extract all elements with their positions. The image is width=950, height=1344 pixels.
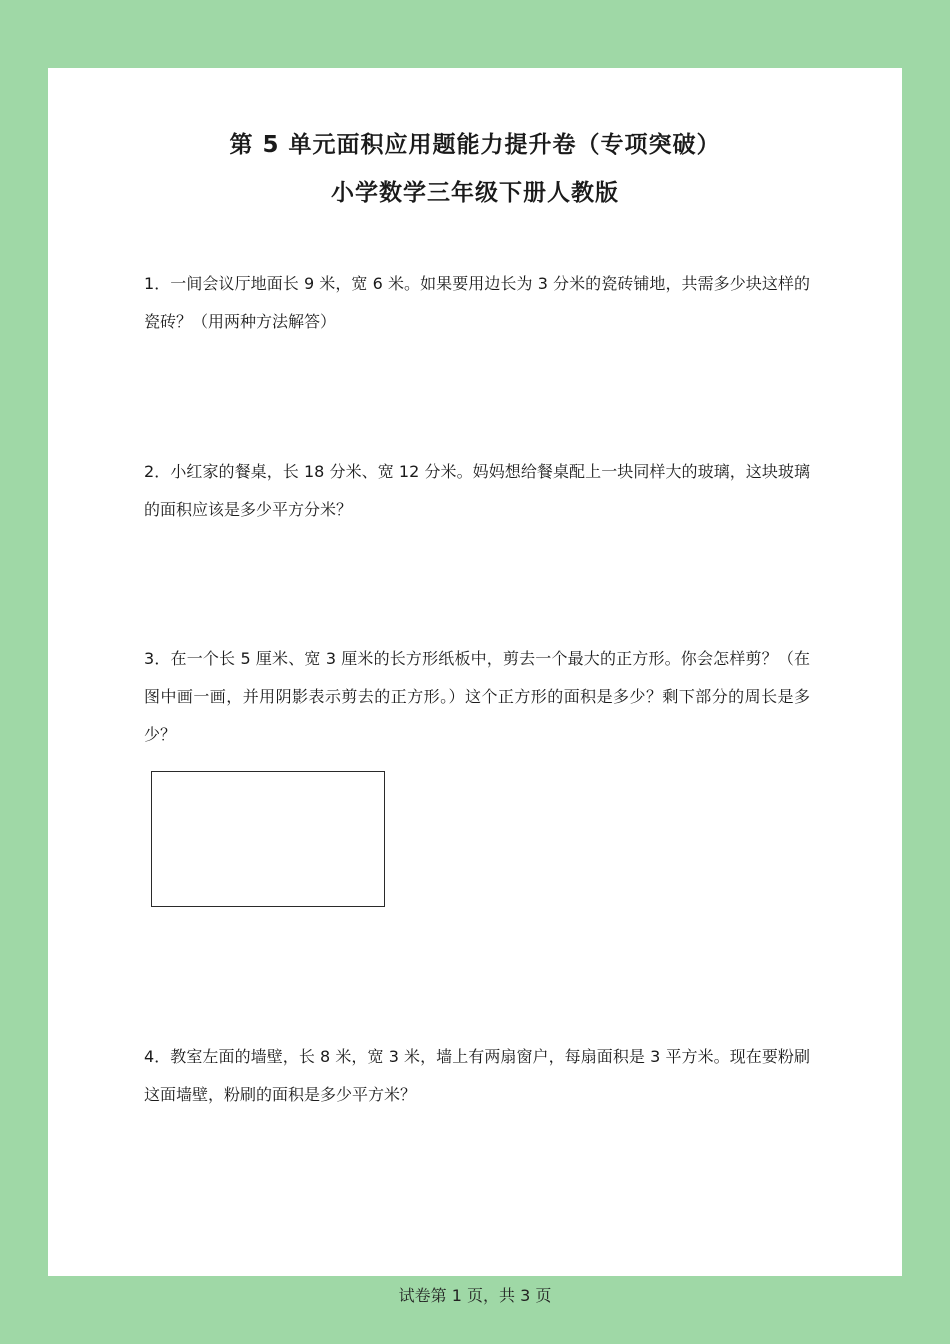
- page-subtitle: 小学数学三年级下册人教版: [331, 180, 619, 206]
- question-2: 2．小红家的餐桌，长 18 分米、宽 12 分米。妈妈想给餐桌配上一块同样大的玻璃，这块玻璃的面积应该是多少平方分米？: [144, 462, 810, 519]
- question-3: 3．在一个长 5 厘米、宽 3 厘米的长方形纸板中，剪去一个最大的正方形。你会怎样剪？（在图中画一画，并用阴影表示剪去的正方形。）这个正方形的面积是多少？剩下部分的周长是多少？: [144, 649, 810, 744]
- page-footer: 试卷第 1 页，共 3 页: [398, 1286, 552, 1305]
- worksheet-page: [48, 68, 902, 1276]
- rectangle-drawing-area: [151, 771, 385, 907]
- question-1: 1．一间会议厅地面长 9 米，宽 6 米。如果要用边长为 3 分米的瓷砖铺地，共需多少块这样的瓷砖？（用两种方法解答）: [144, 274, 810, 331]
- page-title: 第 5 单元面积应用题能力提升卷（专项突破）: [229, 132, 721, 158]
- question-4: 4．教室左面的墙壁，长 8 米，宽 3 米，墙上有两扇窗户，每扇面积是 3 平方米。现在要粉刷这面墙壁，粉刷的面积是多少平方米？: [144, 1047, 810, 1104]
